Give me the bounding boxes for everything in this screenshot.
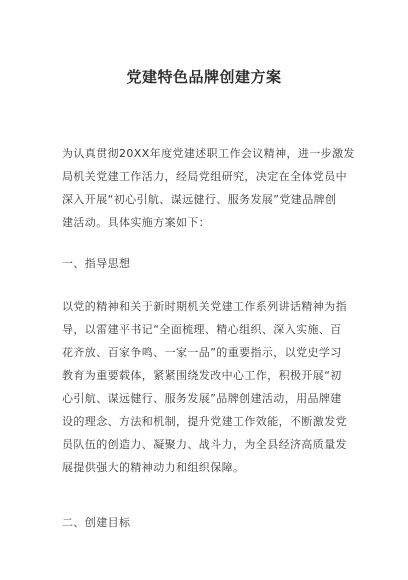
paragraph-line: 员队伍的创造力、凝聚力、战斗力，为全县经济高质量发 <box>62 438 347 451</box>
section-heading-guiding-ideology: 一、指导思想 <box>62 257 131 270</box>
paragraph-line: 建活动。具体实施方案如下： <box>62 216 211 229</box>
paragraph-line: 花齐放、百家争鸣、一家一品”的重要指示，以党史学习 <box>62 346 342 359</box>
intro-paragraph <box>62 142 355 234</box>
paragraph-line: 展提供强大的精神动力和组织保障。 <box>62 461 245 474</box>
section-heading-creation-goals: 二、创建目标 <box>62 516 131 529</box>
paragraph-line: 深入开展“初心引航、谋远健行、服务发展”党建品牌创 <box>62 193 337 206</box>
document-title: 党建特色品牌创建方案 <box>126 68 282 86</box>
guiding-ideology-paragraph <box>62 295 352 479</box>
paragraph-line: 以党的精神和关于新时期机关党建工作系列讲话精神为指 <box>62 300 347 313</box>
paragraph-line: 设的理念、方法和机制，提升党建工作效能，不断激发党 <box>62 415 347 428</box>
paragraph-line: 导，以雷建平书记“全面梳理、精心组织、深入实施、百 <box>62 323 342 336</box>
paragraph-line: 教育为重要载体，紧紧围绕发改中心工作，积极开展“初 <box>62 369 342 382</box>
paragraph-line: 心引航、谋远健行、服务发展”品牌创建活动，用品牌建 <box>62 392 342 405</box>
paragraph-line: 为认真贯彻20XX年度党建述职工作会议精神，进一步激发 <box>62 147 355 160</box>
paragraph-line: 局机关党建工作活力，经局党组研究，决定在全体党员中 <box>62 170 347 183</box>
